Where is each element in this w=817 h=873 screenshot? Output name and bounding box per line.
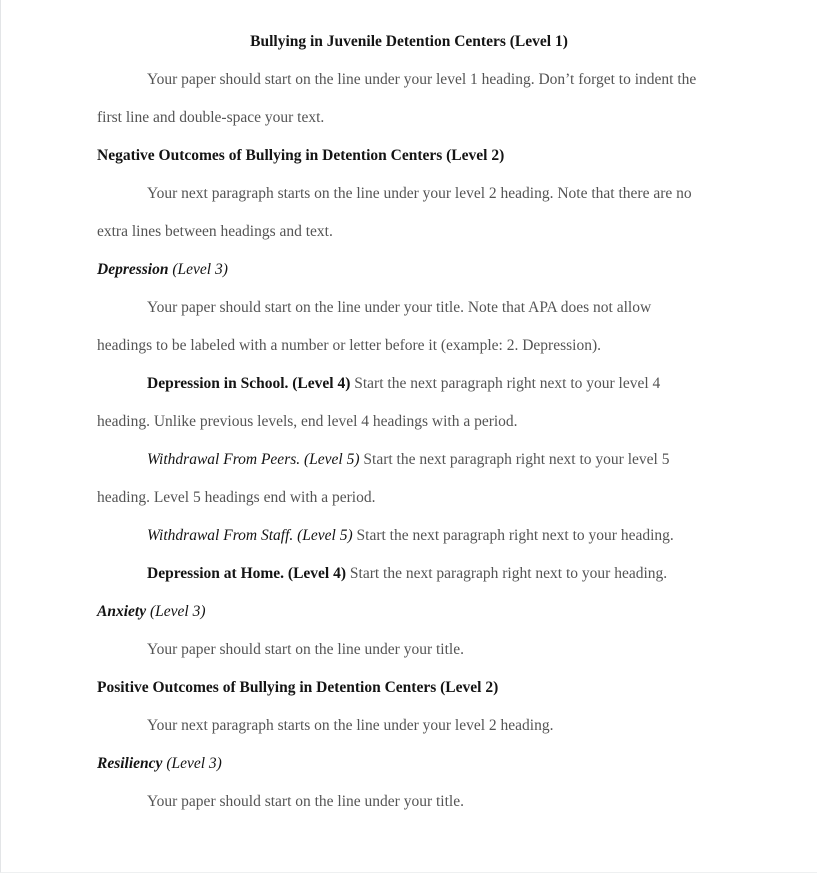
heading-text: Depression at Home. (Level 4): [147, 565, 350, 582]
heading-text: Depression in School. (Level 4): [147, 375, 355, 392]
heading-level-label: (Level 3): [168, 261, 228, 278]
level4-heading-school: [1, 365, 817, 403]
level3-heading-depression: [1, 251, 817, 289]
heading-text: Anxiety: [97, 603, 147, 620]
paragraph-line: [1, 99, 817, 137]
paragraph-line: [1, 327, 817, 365]
heading-text: Positive Outcomes of Bullying in Detention Centers (Level 2): [97, 679, 499, 696]
paragraph-line: [1, 403, 817, 441]
heading-level-label: (Level 3): [146, 603, 206, 620]
level2-heading-negative: [1, 137, 817, 175]
level3-heading-anxiety: [1, 593, 817, 631]
paragraph-line: [1, 289, 817, 327]
level2-heading-positive: [1, 669, 817, 707]
body-text: first line and double-space your text.: [97, 109, 325, 126]
level1-heading: [1, 23, 817, 61]
heading-text: Depression: [97, 261, 169, 278]
paragraph-line: [1, 175, 817, 213]
heading-text: Bullying in Juvenile Detention Centers (Level 1): [250, 33, 568, 50]
level5-heading-staff: [1, 517, 817, 555]
body-text: Your paper should start on the line under your title. Note that APA does not allow: [147, 299, 652, 316]
paragraph-line: [1, 631, 817, 669]
body-text: Start the next paragraph right next to your heading.: [349, 565, 668, 582]
body-text: Start the next paragraph right next to your heading.: [356, 527, 674, 544]
body-text: heading. Level 5 headings end with a period.: [97, 489, 376, 506]
paragraph-line: [1, 61, 817, 99]
body-text: heading. Unlike previous levels, end level 4 headings with a period.: [97, 413, 518, 430]
level4-heading-home: [1, 555, 817, 593]
body-text: Start the next paragraph right next to your level 4: [354, 375, 661, 392]
body-text: Start the next paragraph right next to your level 5: [363, 451, 670, 468]
heading-text: Withdrawal From Peers. (Level 5): [147, 451, 364, 468]
paragraph-line: [1, 707, 817, 745]
paragraph-line: [1, 783, 817, 821]
body-text: Your paper should start on the line under your title.: [147, 641, 464, 658]
heading-text: Withdrawal From Staff. (Level 5): [147, 527, 357, 544]
body-text: Your next paragraph starts on the line under your level 2 heading. Note that there are no: [147, 185, 692, 202]
body-text: Your paper should start on the line under your level 1 heading. Don’t forget to indent the: [147, 71, 697, 88]
body-text: extra lines between headings and text.: [97, 223, 333, 240]
level3-heading-resiliency: [1, 745, 817, 783]
heading-text: Resiliency: [97, 755, 163, 772]
body-text: Your next paragraph starts on the line under your level 2 heading.: [147, 717, 554, 734]
level5-heading-peers: [1, 441, 817, 479]
paragraph-line: [1, 479, 817, 517]
heading-level-label: (Level 3): [162, 755, 222, 772]
body-text: Your paper should start on the line under your title.: [147, 793, 464, 810]
body-text: headings to be labeled with a number or letter before it (example: 2. Depression).: [97, 337, 602, 354]
paragraph-line: [1, 213, 817, 251]
heading-text: Negative Outcomes of Bullying in Detention Centers (Level 2): [97, 147, 505, 164]
